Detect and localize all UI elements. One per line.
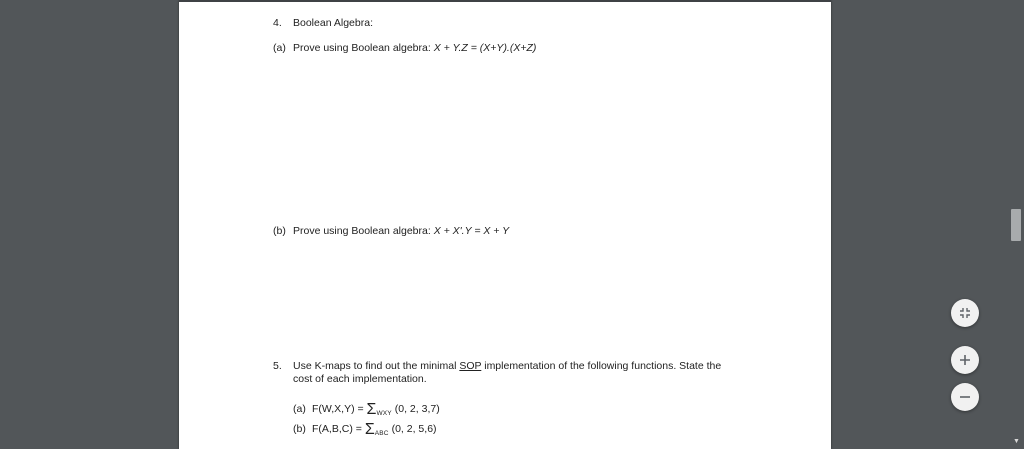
question-5b-label: (b) bbox=[293, 423, 306, 435]
sop-term: SOP bbox=[459, 360, 482, 372]
question-4b-expression: X + X'.Y = X + Y bbox=[433, 225, 510, 237]
question-4b-label: (b) bbox=[273, 225, 286, 237]
question-5a-label: (a) bbox=[293, 403, 306, 415]
scroll-down-arrow-icon[interactable]: ▼ bbox=[1013, 438, 1020, 445]
question-5-line-1 bbox=[293, 360, 721, 372]
question-4a-text: Prove using Boolean algebra: bbox=[293, 42, 434, 54]
document-page bbox=[179, 0, 831, 449]
question-5b-terms: (0, 2, 5,6) bbox=[388, 423, 437, 435]
question-5b-line bbox=[312, 423, 437, 437]
question-5a-terms: (0, 2, 3,7) bbox=[391, 403, 440, 415]
question-5b-subscript: ABC bbox=[374, 430, 389, 437]
sigma-symbol: Σ bbox=[364, 421, 375, 438]
sigma-symbol: Σ bbox=[366, 401, 377, 418]
question-5-number: 5. bbox=[273, 360, 282, 372]
question-5b-function: F(A,B,C) = bbox=[312, 423, 365, 435]
question-5a-line bbox=[312, 403, 440, 417]
fit-page-icon bbox=[959, 307, 971, 319]
question-4a-line bbox=[293, 42, 536, 54]
minus-icon bbox=[959, 391, 971, 403]
question-5-line-2: cost of each implementation. bbox=[293, 373, 427, 385]
zoom-out-button[interactable] bbox=[951, 383, 979, 411]
question-5-text-post: implementation of the following functions. State the bbox=[481, 360, 722, 372]
question-5a-function: F(W,X,Y) = bbox=[312, 403, 367, 415]
scrollbar-thumb[interactable] bbox=[1011, 209, 1021, 241]
zoom-in-button[interactable] bbox=[951, 346, 979, 374]
question-4a-label: (a) bbox=[273, 42, 286, 54]
question-5-text-pre: Use K-maps to find out the minimal bbox=[293, 360, 460, 372]
question-5a-subscript: WXY bbox=[376, 410, 392, 417]
fit-to-page-button[interactable] bbox=[951, 299, 979, 327]
plus-icon bbox=[959, 354, 971, 366]
question-4b-text: Prove using Boolean algebra: bbox=[293, 225, 434, 237]
question-4b-line bbox=[293, 225, 509, 237]
question-4-title: Boolean Algebra: bbox=[293, 17, 373, 29]
question-4-number: 4. bbox=[273, 17, 282, 29]
question-4a-expression: X + Y.Z = (X+Y).(X+Z) bbox=[433, 42, 537, 54]
vertical-scrollbar[interactable] bbox=[1009, 0, 1024, 449]
